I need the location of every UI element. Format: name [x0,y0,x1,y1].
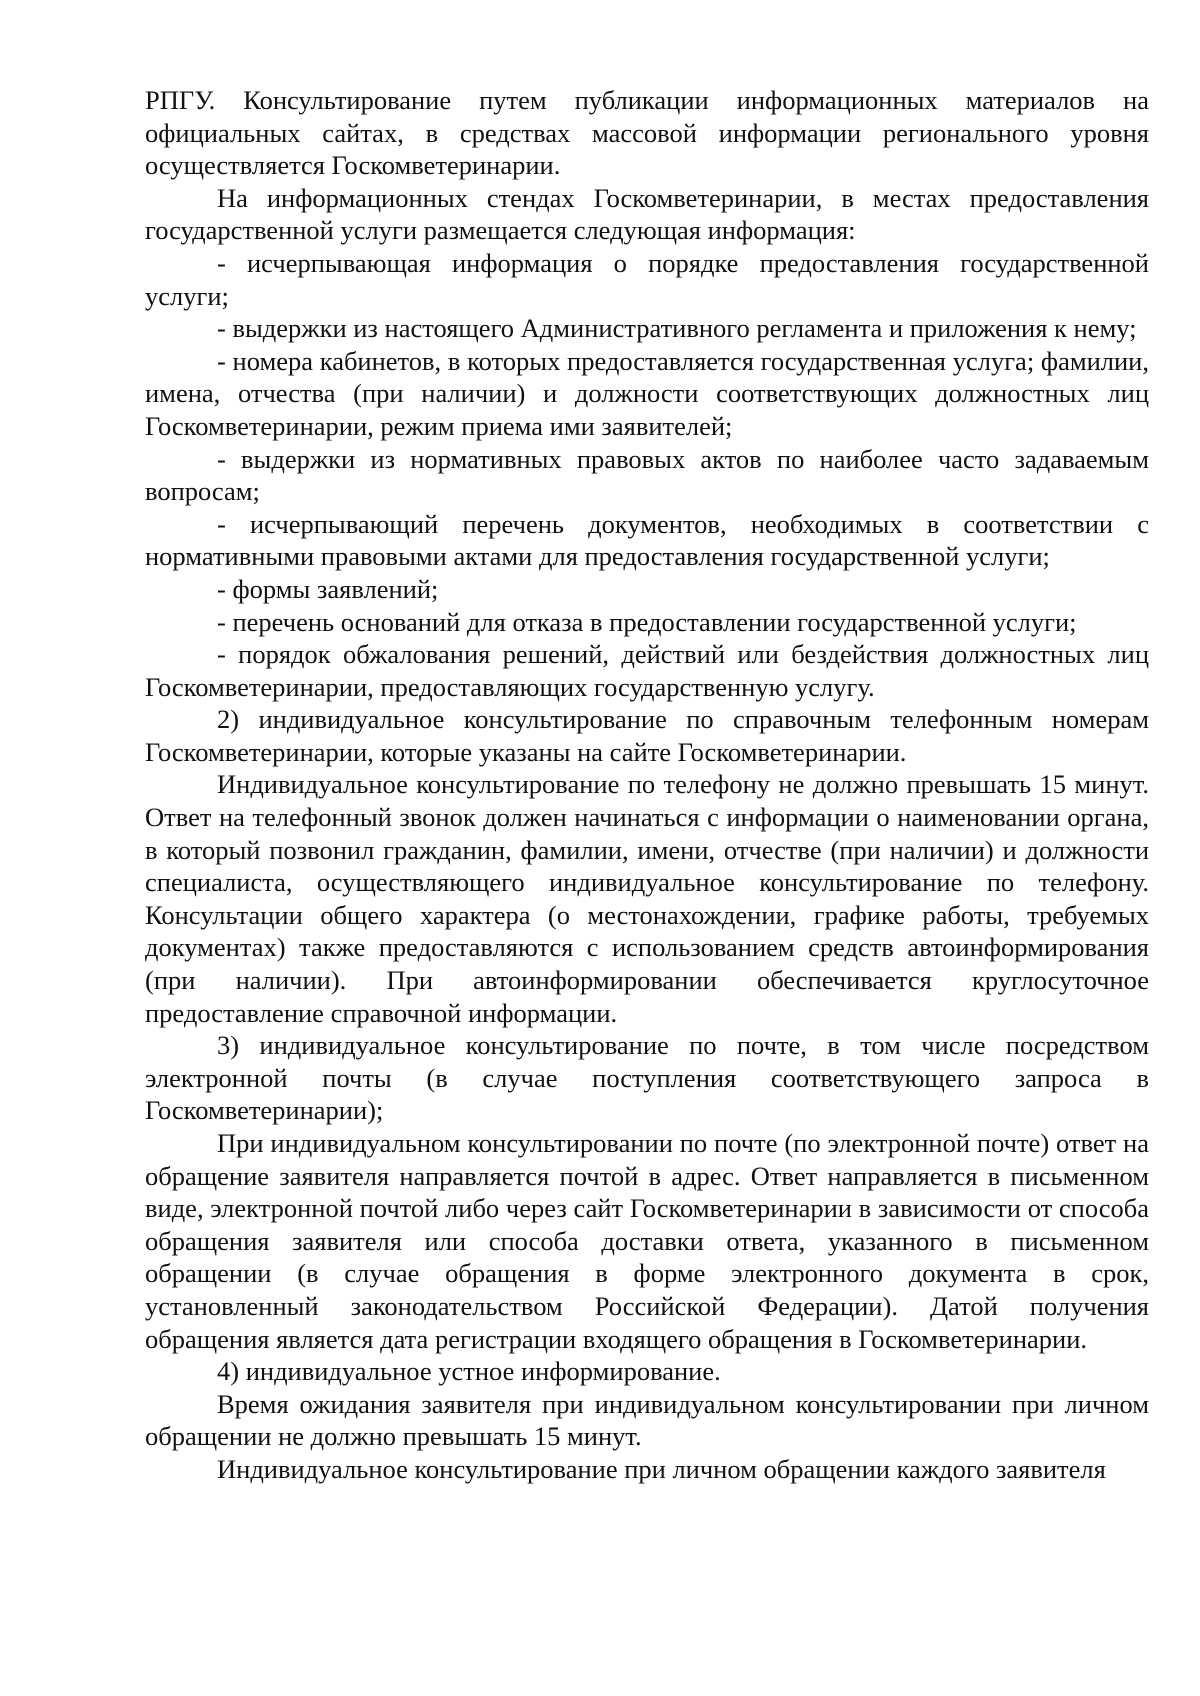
paragraph-mail-consulting-details: При индивидуальном консультировании по почте (по электронной почте) ответ на обращение заявителя направляется почтой в адрес. Ответ направляется в письменном виде, электронной почтой либо через сайт Госкомветеринарии в зависимости от способа обращения заявителя или способа доставки ответа, указанного в письменном обращении (в случае обращения в форме электронного документа в срок, установленный законодательством Российской Федерации). Датой получения обращения является дата регистрации входящего обращения в Госкомветеринарии. [145,1128,1149,1354]
list-item-application-forms: - формы заявлений; [217,573,439,604]
list-item-office-numbers: - номера кабинетов, в которых предоставляется государственная услуга; фамилии, имена, отчества (при наличии) и должности соответствующих должностных лиц Госкомветеринарии, режим приема ими заявителей; [145,345,1149,441]
paragraph-rpgu-consulting: РПГУ. Консультирование путем публикации информационных материалов на официальных сайтах, в средствах массовой информации регионального уровня осуществляется Госкомветеринарии. [145,85,1149,181]
paragraph-personal-consulting: Индивидуальное консультирование при личном обращении каждого заявителя [217,1453,1106,1484]
list-item-appeal-procedure: - порядок обжалования решений, действий или бездействия должностных лиц Госкомветеринарии, предоставляющих государственную услугу. [145,639,1149,702]
list-item-legal-acts-extracts: - выдержки из нормативных правовых актов по наиболее часто задаваемым вопросам; [145,443,1149,507]
paragraph-mail-consulting: 3) индивидуальное консультирование по почте, в том числе посредством электронной почты (в случае поступления соответствующего запроса в Госкомветеринарии); [145,1030,1149,1126]
paragraph-phone-consulting: 2) индивидуальное консультирование по справочным телефонным номерам Госкомветеринарии, которые указаны на сайте Госкомветеринарии. [145,704,1149,767]
list-item-refusal-grounds: - перечень оснований для отказа в предоставлении государственной услуги; [217,606,1077,637]
paragraph-info-stands: На информационных стендах Госкомветеринарии, в местах предоставления государственной услуги размещается следующая информация: [145,182,1149,246]
list-item-documents-list: - исчерпывающий перечень документов, необходимых в соответствии с нормативными правовыми актами для предоставления государственной услуги; [145,508,1149,572]
document-page [145,84,1149,1486]
paragraph-phone-consulting-details: Индивидуальное консультирование по телефону не должно превышать 15 минут. Ответ на телефонный звонок должен начинаться с информации о наименовании органа, в который позвонил гражданин, фамилии, имени, отчестве (при наличии) и должности специалиста, осуществляющего индивидуальное консультирование по телефону. Консультации общего характера (о местонахождении, графике работы, требуемых документах) также предоставляются с использованием средств автоинформирования (при наличии). При автоинформировании обеспечивается круглосуточное предоставление справочной информации. [145,769,1149,1028]
list-item-regulation-extracts: - выдержки из настоящего Административного регламента и приложения к нему; [217,313,1137,344]
paragraph-waiting-time: Время ожидания заявителя при индивидуальном консультировании при личном обращении не должно превышать 15 минут. [145,1388,1149,1452]
list-item-exhaustive-info: - исчерпывающая информация о порядке предоставления государственной услуги; [145,247,1149,311]
paragraph-oral-informing: 4) индивидуальное устное информирование. [217,1356,721,1387]
